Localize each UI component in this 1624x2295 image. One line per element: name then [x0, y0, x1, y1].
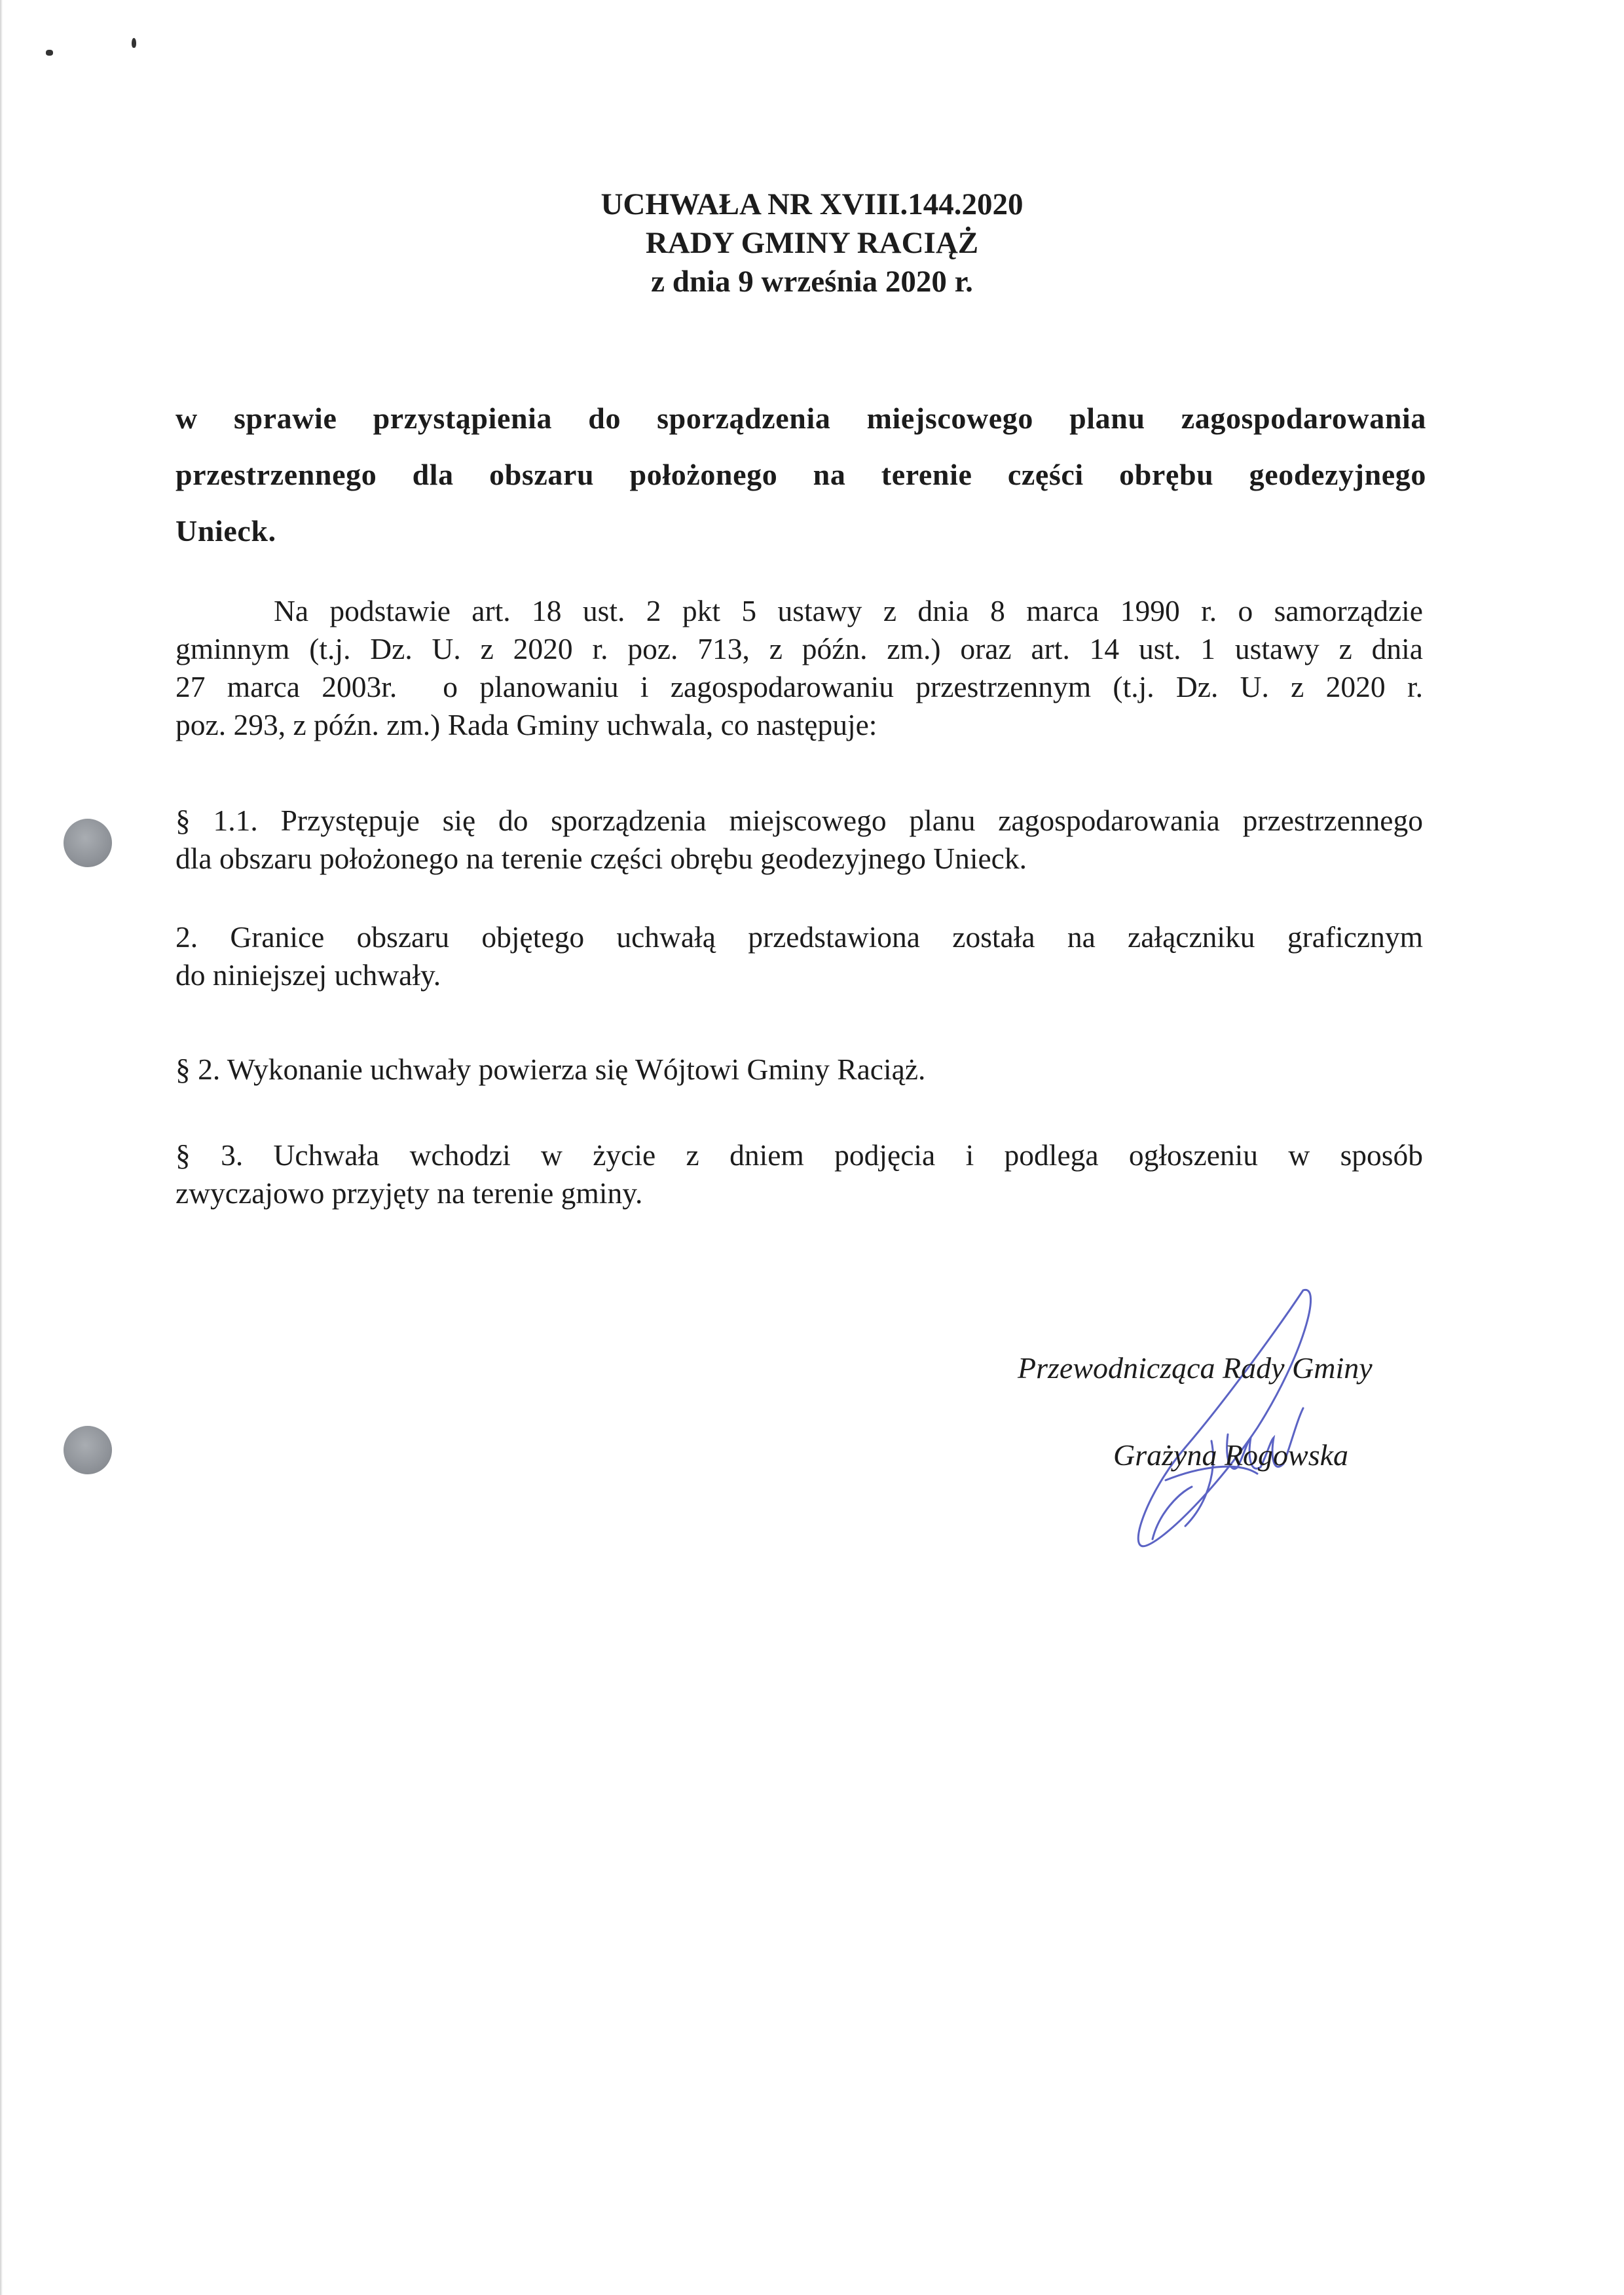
- section-line: zwyczajowo przyjęty na terenie gminy.: [175, 1176, 643, 1210]
- section-line: 2. Granice obszaru objętego uchwałą przedstawiona została na załączniku graficznym: [175, 920, 1423, 954]
- legal-basis-line: o planowaniu i zagospodarowaniu przestrzennym (t.j. Dz. U. z 2020 r.: [443, 670, 1423, 703]
- section-1-2: [175, 918, 1423, 994]
- legal-basis-line: 27 marca 2003r.: [175, 670, 397, 703]
- scan-speck: [46, 50, 53, 56]
- section-line: § 3. Uchwała wchodzi w życie z dniem podjęcia i podlega ogłoszeniu w sposób: [175, 1138, 1423, 1172]
- resolution-title: UCHWAŁA NR XVIII.144.2020: [600, 187, 1024, 221]
- scan-speck: [132, 38, 136, 48]
- section-line: dla obszaru położonego na terenie części obrębu geodezyjnego Unieck.: [175, 842, 1027, 875]
- signatory-name: Grażyna Rogowska: [1113, 1438, 1349, 1472]
- subject-line: w sprawie przystąpienia do sporządzenia miejscowego planu zagospodarowania: [175, 401, 1426, 435]
- resolution-subject: [175, 390, 1426, 559]
- signatory-title: Przewodnicząca Rady Gminy: [1018, 1351, 1373, 1385]
- resolution-issuer: RADY GMINY RACIĄŻ: [645, 226, 979, 260]
- resolution-header: [0, 185, 1624, 301]
- subject-line: Unieck.: [175, 514, 276, 548]
- handwritten-signature-icon: [1107, 1277, 1356, 1559]
- legal-basis-line: gminnym (t.j. Dz. U. z 2020 r. poz. 713, z późn. zm.) oraz art. 14 ust. 1 ustawy z dnia: [175, 632, 1423, 665]
- resolution-date: z dnia 9 września 2020 r.: [651, 265, 973, 299]
- section-line: § 2. Wykonanie uchwały powierza się Wójtowi Gminy Raciąż.: [175, 1053, 926, 1086]
- scan-edge-shadow: [0, 0, 3, 2295]
- punch-hole-icon: [64, 1426, 112, 1474]
- legal-basis-line: poz. 293, z późn. zm.) Rada Gminy uchwala, co następuje:: [175, 708, 877, 741]
- section-1-1: [175, 802, 1423, 878]
- section-3: [175, 1136, 1423, 1212]
- punch-hole-icon: [64, 819, 112, 867]
- section-line: § 1.1. Przystępuje się do sporządzenia miejscowego planu zagospodarowania przestrzennego: [175, 804, 1423, 837]
- section-line: do niniejszej uchwały.: [175, 958, 441, 992]
- legal-basis-line: Na podstawie art. 18 ust. 2 pkt 5 ustawy z dnia 8 marca 1990 r. o samorządzie: [274, 594, 1423, 627]
- legal-basis-paragraph: [175, 592, 1423, 744]
- legal-basis-line-3: [175, 668, 1423, 706]
- section-2: [175, 1051, 1423, 1089]
- subject-line: przestrzennego dla obszaru położonego na terenie części obrębu geodezyjnego: [175, 458, 1426, 491]
